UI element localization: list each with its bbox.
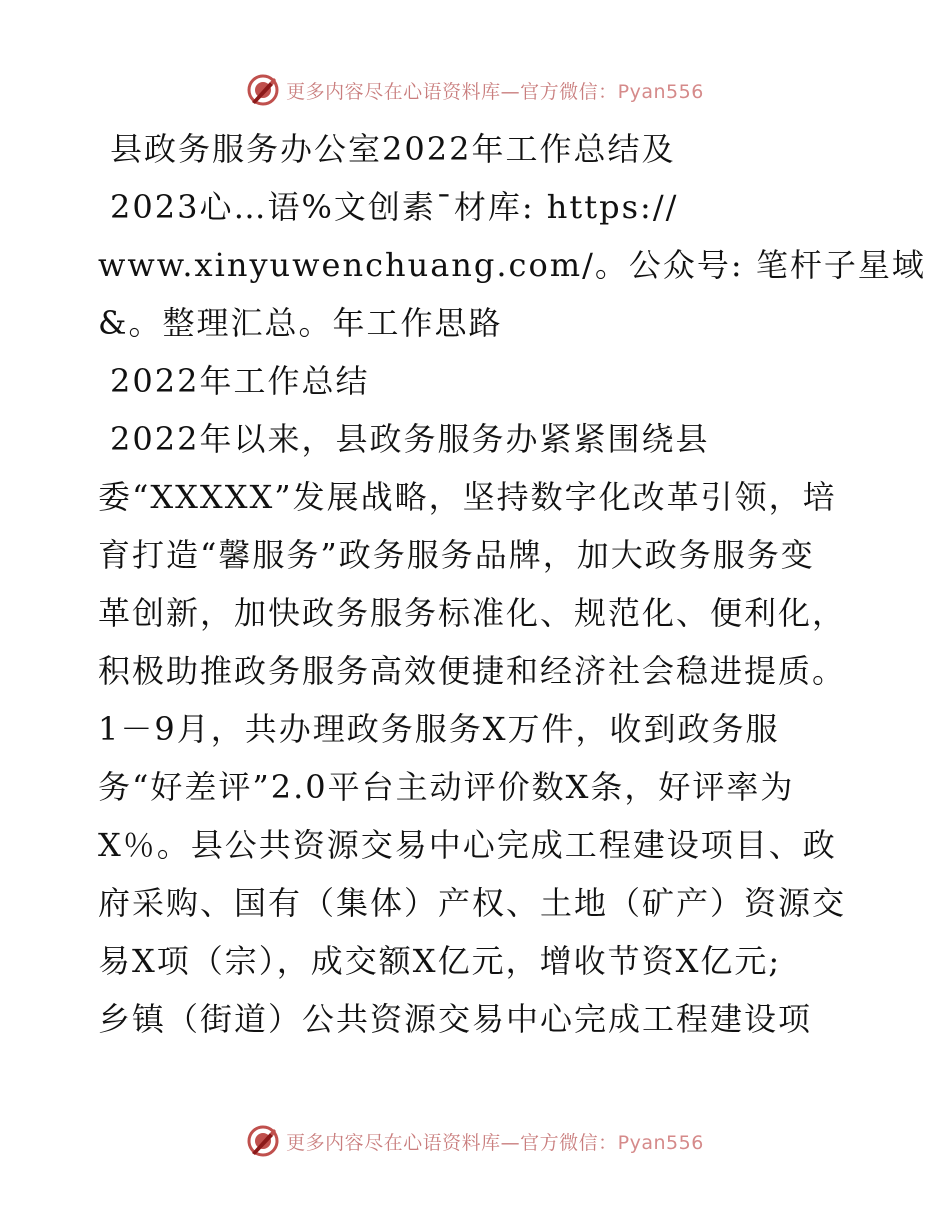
- pen-logo-icon: [246, 73, 280, 107]
- footer-watermark: [0, 1121, 950, 1161]
- document-body: [98, 120, 926, 1048]
- paragraph-line: 1－9月，共办理政务服务X万件，收到政务服: [98, 710, 780, 748]
- section-heading: 2022年工作总结: [110, 362, 370, 400]
- paragraph-line: 委“XXXXX”发展战略，坚持数字化改革引领，培: [98, 478, 837, 516]
- watermark-text: 更多内容尽在心语资料库—官方微信：Pyan556: [286, 1131, 704, 1154]
- title-line-3: www.xinyuwenchuang.com/。公众号: 笔杆子星域: [98, 246, 926, 284]
- paragraph-line: X％。县公共资源交易中心完成工程建设项目、政: [98, 826, 837, 864]
- paragraph-line: 府采购、国有（集体）产权、土地（矿产）资源交: [98, 884, 847, 922]
- paragraph-line: 乡镇（街道）公共资源交易中心完成工程建设项: [98, 1000, 813, 1038]
- title-line-1: 县政务服务办公室2022年工作总结及: [110, 130, 676, 168]
- header-watermark: [0, 70, 950, 110]
- paragraph-line: 积极助推政务服务高效便捷和经济社会稳进提质。: [98, 652, 847, 690]
- paragraph-line: 易X项（宗），成交额X亿元，增收节资X亿元;: [98, 942, 782, 980]
- watermark-text: 更多内容尽在心语资料库—官方微信：Pyan556: [286, 80, 704, 103]
- paragraph-line: 务“好差评”2.0平台主动评价数X条，好评率为: [98, 768, 795, 806]
- paragraph-line: 2022年以来，县政务服务办紧紧围绕县: [110, 420, 710, 458]
- paragraph-line: 育打造“馨服务”政务服务品牌，加大政务服务变: [98, 536, 815, 574]
- title-line-4: &。整理汇总。年工作思路: [98, 304, 503, 342]
- paragraph-line: 革创新，加快政务服务标准化、规范化、便利化，: [98, 594, 847, 632]
- pen-logo-icon: [246, 1124, 280, 1158]
- title-line-2: 2023心…语%文创素¯材库: https://: [110, 188, 679, 226]
